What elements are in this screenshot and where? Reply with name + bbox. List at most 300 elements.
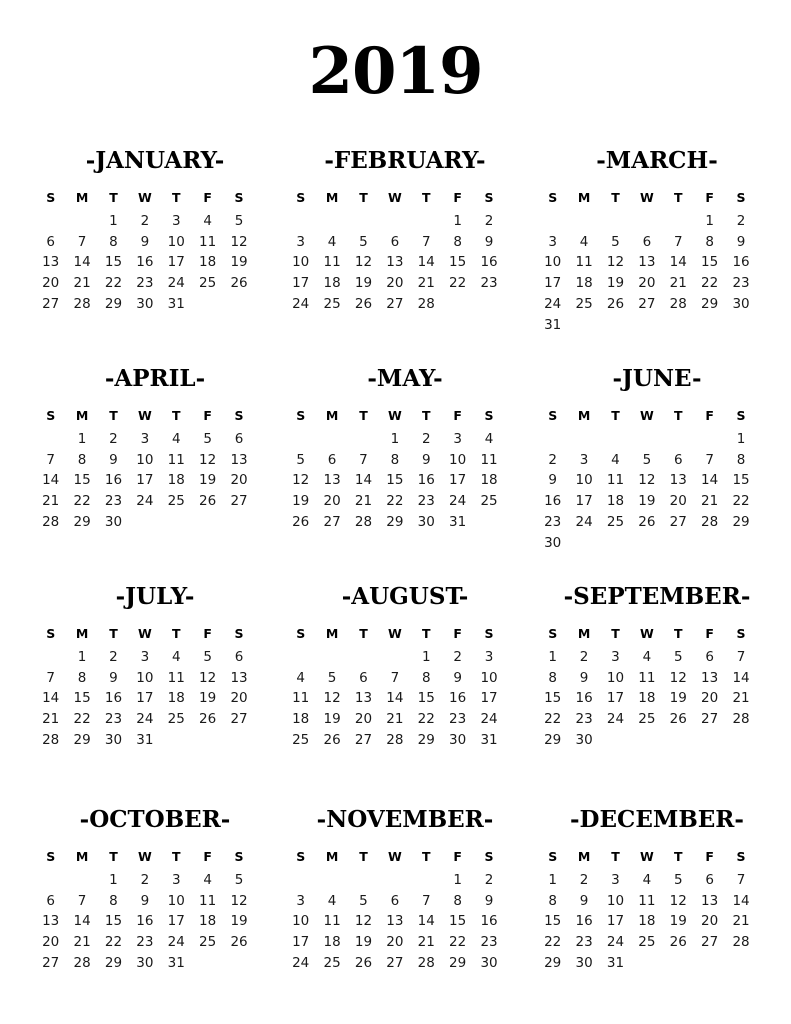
empty-day-cell xyxy=(600,429,631,450)
day-cell: 10 xyxy=(136,669,154,686)
day-cell: 15 xyxy=(104,913,123,930)
day-cell: 26 xyxy=(354,954,373,971)
month-title: -JUNE- xyxy=(612,365,702,392)
weekday-header: W xyxy=(137,626,152,641)
day-cell: 9 xyxy=(109,451,118,468)
weekday-header: S xyxy=(484,849,494,864)
day-cell: 30 xyxy=(449,731,467,748)
day-cell: 7 xyxy=(421,233,431,250)
weekday-header: M xyxy=(325,408,339,423)
day-cell: 8 xyxy=(736,451,746,468)
weekday-header: T xyxy=(359,849,368,864)
day-cell: 11 xyxy=(199,892,217,909)
day-cell: 19 xyxy=(606,275,625,292)
day-cell: 20 xyxy=(354,711,373,728)
weekday-header: M xyxy=(75,190,89,205)
day-cell: 22 xyxy=(701,275,719,292)
weekday-header: S xyxy=(234,408,244,423)
day-cell: 22 xyxy=(449,934,467,951)
month-block xyxy=(35,805,275,974)
day-cell: 30 xyxy=(575,954,593,971)
day-cell: 7 xyxy=(77,233,87,250)
day-cell: 3 xyxy=(140,648,150,665)
day-cell: 29 xyxy=(73,513,91,530)
day-cell: 23 xyxy=(449,711,467,728)
weekday-header: W xyxy=(137,408,152,423)
month-grid xyxy=(35,406,275,533)
day-cell: 23 xyxy=(480,275,498,292)
weekday-header: M xyxy=(75,626,89,641)
empty-day-cell xyxy=(35,647,66,668)
empty-day-cell xyxy=(537,211,568,232)
day-cell: 23 xyxy=(104,711,123,728)
month-title: -FEBRUARY- xyxy=(324,147,486,174)
weekday-header: M xyxy=(325,849,339,864)
day-cell: 15 xyxy=(449,254,467,271)
day-cell: 5 xyxy=(234,212,244,229)
day-cell: 24 xyxy=(606,711,625,728)
day-cell: 25 xyxy=(323,954,341,971)
empty-day-cell xyxy=(379,870,410,891)
weekday-header: W xyxy=(639,849,654,864)
day-cell: 13 xyxy=(638,254,656,271)
empty-day-cell xyxy=(66,870,97,891)
weekday-header: S xyxy=(548,190,558,205)
weekday-header: T xyxy=(359,408,368,423)
empty-day-cell xyxy=(568,211,599,232)
day-cell: 23 xyxy=(136,275,154,292)
day-cell: 17 xyxy=(136,472,154,489)
day-cell: 14 xyxy=(42,690,60,707)
day-cell: 2 xyxy=(736,212,746,229)
day-cell: 13 xyxy=(701,669,719,686)
day-cell: 29 xyxy=(544,954,562,971)
day-cell: 7 xyxy=(673,233,683,250)
day-cell: 17 xyxy=(449,472,467,489)
day-cell: 21 xyxy=(732,913,750,930)
day-cell: 23 xyxy=(417,493,435,510)
day-cell: 28 xyxy=(417,954,435,971)
day-cell: 2 xyxy=(140,871,150,888)
weekday-header: S xyxy=(736,626,746,641)
day-cell: 21 xyxy=(42,711,60,728)
day-cell: 11 xyxy=(638,892,656,909)
weekday-header: T xyxy=(611,190,620,205)
day-cell: 3 xyxy=(171,212,181,229)
weekday-header: T xyxy=(611,849,620,864)
day-cell: 20 xyxy=(386,275,404,292)
weekday-header: W xyxy=(387,408,402,423)
day-cell: 20 xyxy=(230,690,248,707)
weekday-header: T xyxy=(673,849,683,864)
day-cell: 9 xyxy=(579,669,589,686)
day-cell: 14 xyxy=(386,690,404,707)
weekday-header: T xyxy=(421,190,431,205)
day-cell: 25 xyxy=(480,493,498,510)
empty-day-cell xyxy=(348,647,379,668)
empty-day-cell xyxy=(600,211,631,232)
day-cell: 18 xyxy=(199,913,217,930)
weekday-header: T xyxy=(673,626,683,641)
day-cell: 10 xyxy=(606,892,625,909)
weekday-header: T xyxy=(171,626,181,641)
weekday-header: M xyxy=(577,626,591,641)
day-cell: 25 xyxy=(292,731,310,748)
day-cell: 12 xyxy=(606,254,625,271)
day-cell: 2 xyxy=(140,212,150,229)
day-cell: 11 xyxy=(575,254,593,271)
day-cell: 27 xyxy=(230,711,248,728)
day-cell: 1 xyxy=(109,871,118,888)
day-cell: 25 xyxy=(575,295,593,312)
day-cell: 5 xyxy=(673,871,683,888)
day-cell: 1 xyxy=(453,871,462,888)
day-cell: 14 xyxy=(354,472,373,489)
day-cell: 23 xyxy=(732,275,750,292)
day-cell: 22 xyxy=(544,934,562,951)
month-grid xyxy=(35,624,275,751)
day-cell: 22 xyxy=(73,493,91,510)
month-grid xyxy=(537,406,777,554)
weekday-header: S xyxy=(46,190,56,205)
day-cell: 29 xyxy=(104,295,123,312)
weekday-header: T xyxy=(421,849,431,864)
day-cell: 9 xyxy=(579,892,589,909)
day-cell: 15 xyxy=(701,254,719,271)
day-cell: 16 xyxy=(480,913,498,930)
day-cell: 29 xyxy=(417,731,435,748)
day-cell: 24 xyxy=(575,513,593,530)
weekday-header: S xyxy=(296,408,306,423)
day-cell: 8 xyxy=(421,669,431,686)
day-cell: 26 xyxy=(354,295,373,312)
day-cell: 3 xyxy=(453,430,462,447)
day-cell: 16 xyxy=(104,690,123,707)
day-cell: 2 xyxy=(484,212,494,229)
day-cell: 8 xyxy=(77,451,87,468)
day-cell: 22 xyxy=(386,493,404,510)
weekday-header: S xyxy=(234,849,244,864)
day-cell: 25 xyxy=(167,711,185,728)
day-cell: 20 xyxy=(386,934,404,951)
weekday-header: F xyxy=(453,626,462,641)
day-cell: 24 xyxy=(480,711,498,728)
day-cell: 24 xyxy=(167,934,185,951)
weekday-header: S xyxy=(548,408,558,423)
day-cell: 28 xyxy=(701,513,719,530)
day-cell: 7 xyxy=(359,451,368,468)
day-cell: 27 xyxy=(638,295,656,312)
day-cell: 13 xyxy=(230,451,248,468)
day-cell: 6 xyxy=(390,892,400,909)
day-cell: 6 xyxy=(46,892,55,909)
day-cell: 3 xyxy=(171,871,181,888)
day-cell: 20 xyxy=(42,934,60,951)
day-cell: 15 xyxy=(73,472,91,489)
empty-day-cell xyxy=(411,870,442,891)
day-cell: 14 xyxy=(417,254,435,271)
day-cell: 17 xyxy=(292,275,310,292)
day-cell: 8 xyxy=(453,892,462,909)
weekday-header: T xyxy=(611,626,620,641)
day-cell: 19 xyxy=(669,690,687,707)
weekday-header: M xyxy=(577,190,591,205)
day-cell: 27 xyxy=(386,295,404,312)
day-cell: 4 xyxy=(611,451,620,468)
weekday-header: T xyxy=(109,190,118,205)
weekday-header: S xyxy=(46,626,56,641)
day-cell: 2 xyxy=(484,871,494,888)
day-cell: 25 xyxy=(638,711,656,728)
day-cell: 15 xyxy=(544,913,562,930)
day-cell: 2 xyxy=(109,430,118,447)
day-cell: 19 xyxy=(230,913,248,930)
weekday-header: W xyxy=(137,190,152,205)
day-cell: 19 xyxy=(230,254,248,271)
day-cell: 10 xyxy=(575,472,593,489)
day-cell: 7 xyxy=(705,451,714,468)
day-cell: 8 xyxy=(548,669,557,686)
empty-day-cell xyxy=(316,211,347,232)
day-cell: 22 xyxy=(732,493,750,510)
day-cell: 6 xyxy=(46,233,55,250)
day-cell: 12 xyxy=(354,913,373,930)
day-cell: 2 xyxy=(453,648,462,665)
empty-day-cell xyxy=(285,870,316,891)
day-cell: 20 xyxy=(230,472,248,489)
weekday-header: T xyxy=(109,849,118,864)
day-cell: 25 xyxy=(199,275,217,292)
day-cell: 13 xyxy=(669,472,687,489)
day-cell: 3 xyxy=(611,648,620,665)
day-cell: 17 xyxy=(544,275,562,292)
day-cell: 11 xyxy=(199,233,217,250)
day-cell: 8 xyxy=(77,669,87,686)
day-cell: 19 xyxy=(199,690,217,707)
day-cell: 6 xyxy=(642,233,652,250)
month-title: -JULY- xyxy=(115,583,195,610)
weekday-header: S xyxy=(736,849,746,864)
empty-day-cell xyxy=(411,211,442,232)
weekday-header: M xyxy=(325,190,339,205)
day-cell: 14 xyxy=(73,254,91,271)
day-cell: 31 xyxy=(544,316,562,333)
day-cell: 1 xyxy=(77,648,87,665)
day-cell: 27 xyxy=(42,295,60,312)
day-cell: 22 xyxy=(104,934,123,951)
weekday-header: M xyxy=(325,626,339,641)
day-cell: 25 xyxy=(638,934,656,951)
day-cell: 24 xyxy=(167,275,185,292)
day-cell: 7 xyxy=(421,892,431,909)
day-cell: 8 xyxy=(705,233,714,250)
day-cell: 19 xyxy=(292,493,310,510)
day-cell: 17 xyxy=(136,690,154,707)
day-cell: 22 xyxy=(104,275,123,292)
weekday-header: S xyxy=(484,626,494,641)
empty-day-cell xyxy=(663,429,694,450)
day-cell: 30 xyxy=(417,513,435,530)
day-cell: 12 xyxy=(199,451,217,468)
day-cell: 24 xyxy=(449,493,467,510)
day-cell: 29 xyxy=(386,513,404,530)
day-cell: 10 xyxy=(167,892,185,909)
day-cell: 12 xyxy=(354,254,373,271)
month-grid xyxy=(285,406,525,533)
day-cell: 31 xyxy=(167,954,185,971)
month-grid xyxy=(537,624,777,751)
day-cell: 24 xyxy=(606,934,625,951)
weekday-header: M xyxy=(75,408,89,423)
day-cell: 30 xyxy=(136,954,154,971)
day-cell: 9 xyxy=(484,233,494,250)
day-cell: 28 xyxy=(42,513,60,530)
weekday-header: T xyxy=(171,849,181,864)
empty-day-cell xyxy=(631,429,662,450)
weekday-header: T xyxy=(673,190,683,205)
month-grid xyxy=(35,188,275,315)
day-cell: 18 xyxy=(323,275,341,292)
month-title: -AUGUST- xyxy=(341,583,469,610)
day-cell: 29 xyxy=(732,513,750,530)
day-cell: 28 xyxy=(73,295,91,312)
day-cell: 28 xyxy=(417,295,435,312)
day-cell: 6 xyxy=(705,648,714,665)
day-cell: 26 xyxy=(669,934,687,951)
day-cell: 27 xyxy=(669,513,687,530)
month-block xyxy=(35,364,275,533)
month-title: -APRIL- xyxy=(104,365,206,392)
weekday-header: F xyxy=(453,190,462,205)
day-cell: 18 xyxy=(323,934,341,951)
day-cell: 11 xyxy=(292,690,310,707)
weekday-header: W xyxy=(639,626,654,641)
empty-day-cell xyxy=(285,211,316,232)
day-cell: 1 xyxy=(453,212,462,229)
day-cell: 4 xyxy=(579,233,589,250)
day-cell: 10 xyxy=(292,913,310,930)
day-cell: 13 xyxy=(323,472,341,489)
day-cell: 16 xyxy=(104,472,123,489)
day-cell: 17 xyxy=(167,254,185,271)
day-cell: 9 xyxy=(453,669,462,686)
weekday-header: T xyxy=(421,626,431,641)
day-cell: 28 xyxy=(42,731,60,748)
day-cell: 21 xyxy=(73,934,91,951)
weekday-header: T xyxy=(611,408,620,423)
month-block xyxy=(537,364,777,554)
month-title: -MARCH- xyxy=(596,147,718,174)
day-cell: 21 xyxy=(669,275,687,292)
day-cell: 25 xyxy=(323,295,341,312)
day-cell: 18 xyxy=(199,254,217,271)
day-cell: 22 xyxy=(544,711,562,728)
weekday-header: S xyxy=(736,408,746,423)
day-cell: 8 xyxy=(390,451,400,468)
weekday-header: S xyxy=(548,849,558,864)
day-cell: 22 xyxy=(417,711,435,728)
empty-day-cell xyxy=(35,870,66,891)
weekday-header: M xyxy=(75,849,89,864)
day-cell: 5 xyxy=(296,451,305,468)
weekday-header: T xyxy=(171,408,181,423)
day-cell: 15 xyxy=(732,472,750,489)
day-cell: 29 xyxy=(73,731,91,748)
day-cell: 30 xyxy=(544,534,562,551)
weekday-header: W xyxy=(639,408,654,423)
day-cell: 19 xyxy=(354,275,373,292)
day-cell: 19 xyxy=(323,711,341,728)
day-cell: 8 xyxy=(548,892,557,909)
day-cell: 27 xyxy=(701,934,719,951)
empty-day-cell xyxy=(316,647,347,668)
day-cell: 13 xyxy=(354,690,373,707)
month-block xyxy=(285,582,525,751)
weekday-header: W xyxy=(387,190,402,205)
day-cell: 19 xyxy=(354,934,373,951)
day-cell: 6 xyxy=(359,669,368,686)
month-title: -NOVEMBER- xyxy=(316,806,494,833)
day-cell: 21 xyxy=(417,275,435,292)
day-cell: 14 xyxy=(732,892,750,909)
weekday-header: T xyxy=(109,408,118,423)
weekday-header: F xyxy=(203,626,212,641)
day-cell: 31 xyxy=(167,295,185,312)
day-cell: 18 xyxy=(638,690,656,707)
day-cell: 29 xyxy=(544,731,562,748)
month-grid xyxy=(35,847,275,974)
day-cell: 18 xyxy=(606,493,625,510)
day-cell: 25 xyxy=(606,513,625,530)
day-cell: 14 xyxy=(669,254,687,271)
day-cell: 3 xyxy=(296,892,305,909)
day-cell: 10 xyxy=(480,669,498,686)
day-cell: 6 xyxy=(234,648,244,665)
weekday-header: W xyxy=(639,190,654,205)
day-cell: 6 xyxy=(234,430,244,447)
weekday-header: S xyxy=(548,626,558,641)
day-cell: 12 xyxy=(323,690,341,707)
day-cell: 17 xyxy=(606,690,625,707)
weekday-header: M xyxy=(577,408,591,423)
day-cell: 21 xyxy=(417,934,435,951)
day-cell: 17 xyxy=(480,690,498,707)
day-cell: 24 xyxy=(544,295,562,312)
day-cell: 5 xyxy=(642,451,652,468)
day-cell: 7 xyxy=(46,451,55,468)
empty-day-cell xyxy=(66,211,97,232)
day-cell: 20 xyxy=(701,690,719,707)
day-cell: 11 xyxy=(323,254,341,271)
month-title: -JANUARY- xyxy=(85,147,225,174)
day-cell: 8 xyxy=(453,233,462,250)
weekday-header: S xyxy=(296,849,306,864)
day-cell: 27 xyxy=(323,513,341,530)
weekday-header: S xyxy=(46,849,56,864)
day-cell: 26 xyxy=(230,275,248,292)
day-cell: 7 xyxy=(46,669,55,686)
day-cell: 23 xyxy=(136,934,154,951)
empty-day-cell xyxy=(379,647,410,668)
day-cell: 20 xyxy=(638,275,656,292)
day-cell: 15 xyxy=(386,472,404,489)
day-cell: 13 xyxy=(386,913,404,930)
day-cell: 2 xyxy=(579,648,589,665)
weekday-header: S xyxy=(736,190,746,205)
weekday-header: W xyxy=(137,849,152,864)
weekday-header: F xyxy=(705,408,714,423)
day-cell: 13 xyxy=(42,913,60,930)
